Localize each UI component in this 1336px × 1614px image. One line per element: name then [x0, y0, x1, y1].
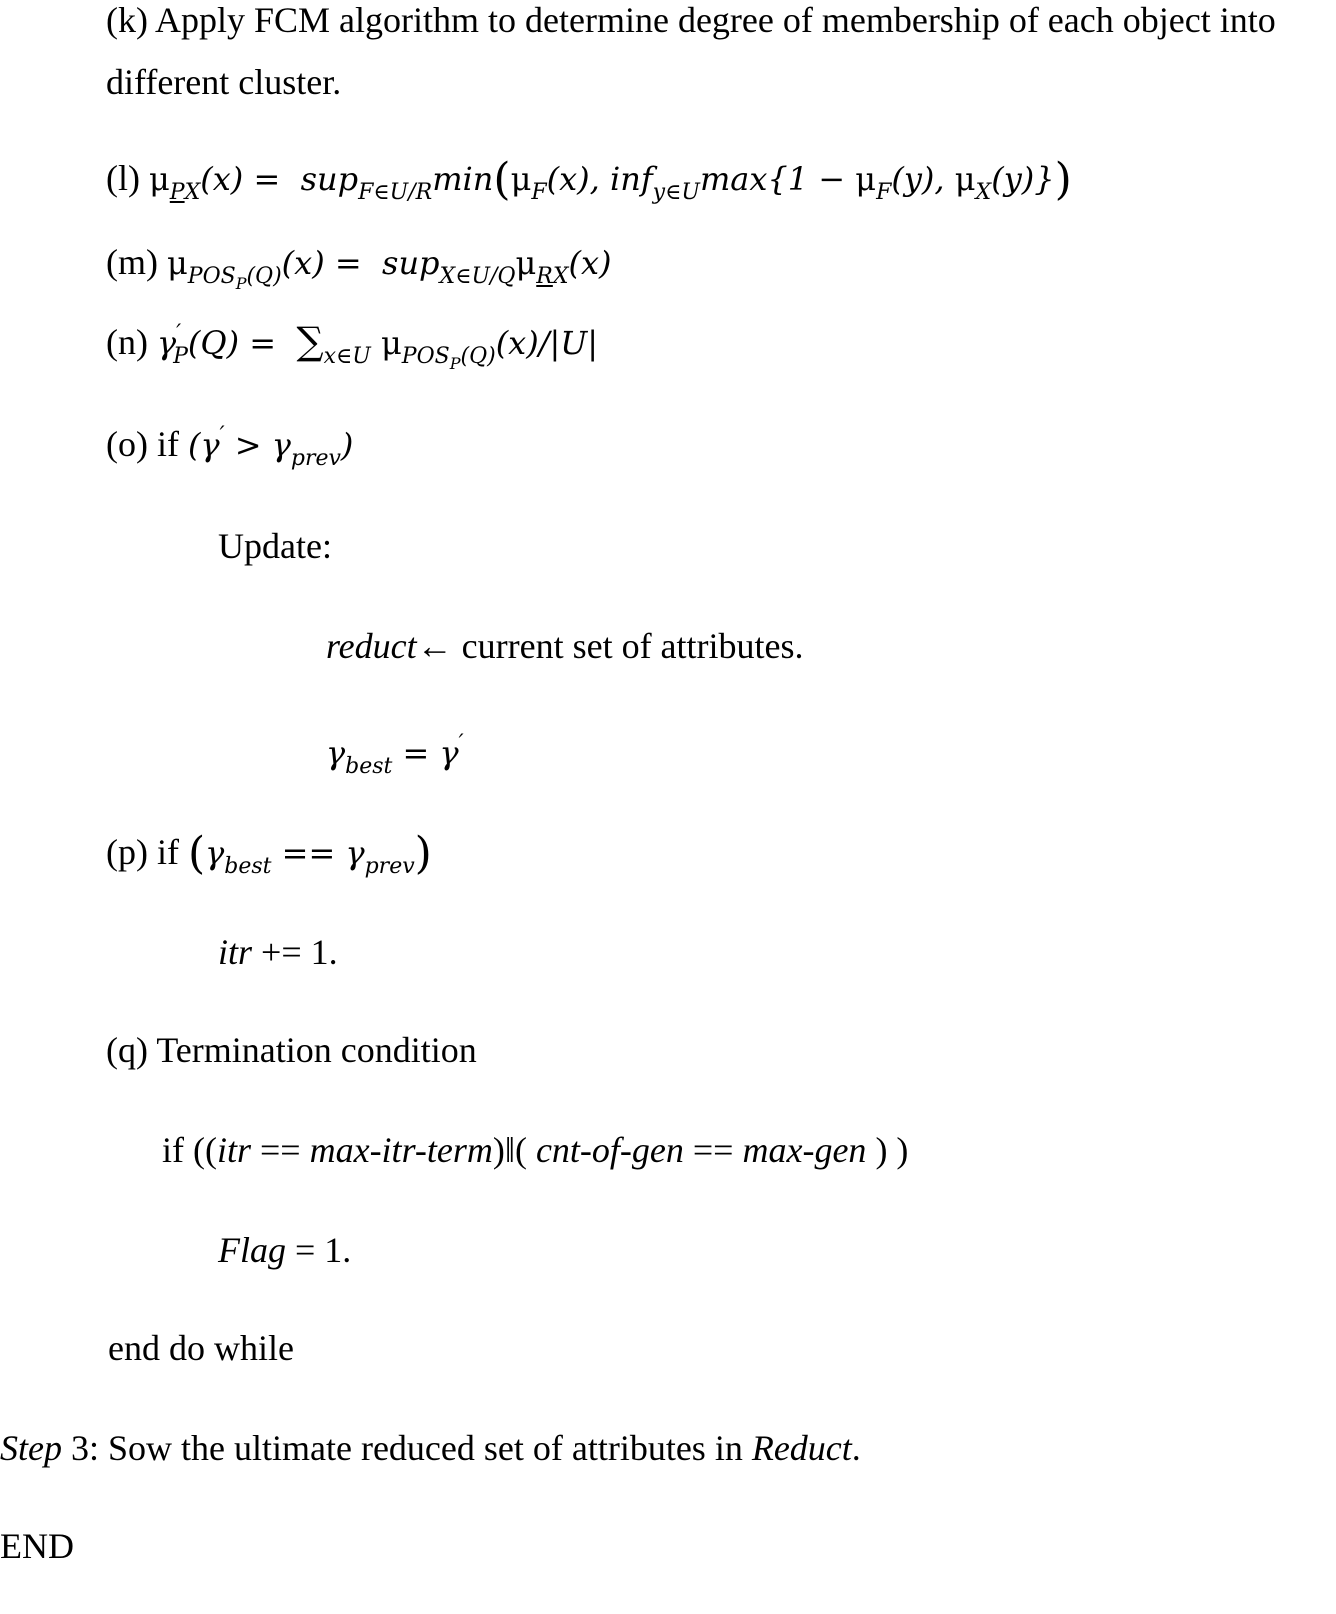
step-m-formula: $\mu_{POS_P(Q)}(x) = sup_{X\in U/Q}\mu_{RX}(x)$	[166, 244, 612, 293]
reduct-update	[326, 628, 804, 664]
reduct-update-text: ← current set of attributes.	[416, 626, 804, 666]
gamma-best-assign: $\gamma_{best} = \gamma'$	[326, 731, 464, 779]
step-m-label: (m)	[106, 242, 158, 282]
step-m	[106, 242, 612, 293]
step-3: Step 3: Sow the ultimate reduced set of attributes in Reduct.	[0, 1428, 861, 1468]
flag-assign-text: = 1.	[286, 1230, 352, 1270]
end-label: END	[0, 1526, 74, 1566]
termination-condition: if ((itr == max-itr-term)‖( cnt-of-gen == max-gen ) )	[162, 1130, 909, 1170]
step-p-label: (p) if	[106, 832, 179, 872]
step-k	[106, 2, 1276, 38]
step-q-label: (q) Termination condition	[106, 1030, 477, 1070]
itr-variable: itr	[218, 932, 253, 972]
reduct-word: Reduct	[751, 1428, 852, 1468]
or-operator: ‖	[504, 1130, 515, 1170]
step-k-label: (k)	[106, 0, 148, 40]
step-o-label: (o) if	[106, 424, 179, 464]
end-do-while: end do while	[108, 1328, 294, 1368]
flag-variable: Flag	[218, 1230, 286, 1270]
step-n-formula: $\gamma'_P(Q) = \sum_{x\in U}$ $\mu_{POS_P(Q)}(x)/|U|$	[156, 319, 599, 373]
step-l	[106, 154, 1072, 205]
reduct-variable: reduct	[326, 626, 417, 666]
step-k-text-line2: different cluster.	[106, 62, 342, 102]
step-word: Step	[0, 1428, 62, 1468]
step-o-condition: $(\gamma' > \gamma_{prev})$	[187, 423, 354, 471]
step-o	[106, 423, 354, 471]
step-l-formula: $\mu_{PX}(x) = sup_{F\in U/R}\min(\mu_F(x)$, $inf_{y\in U}\max\{1 - \mu_F(y)$, $\mu_X(y)$})	[148, 154, 1072, 205]
step-n-label: (n)	[106, 322, 148, 362]
step-k-text-line1: Apply FCM algorithm to determine degree of membership of each object into	[155, 0, 1276, 40]
flag-assign	[218, 1232, 351, 1268]
step-n	[106, 319, 599, 373]
step-p	[106, 828, 432, 879]
itr-increment-text: += 1.	[252, 932, 338, 972]
step-l-label: (l)	[106, 158, 140, 198]
itr-increment	[218, 934, 338, 970]
update-label: Update:	[218, 526, 332, 566]
step-p-condition: $(\gamma_{best} == \gamma_{prev})$	[187, 828, 432, 879]
